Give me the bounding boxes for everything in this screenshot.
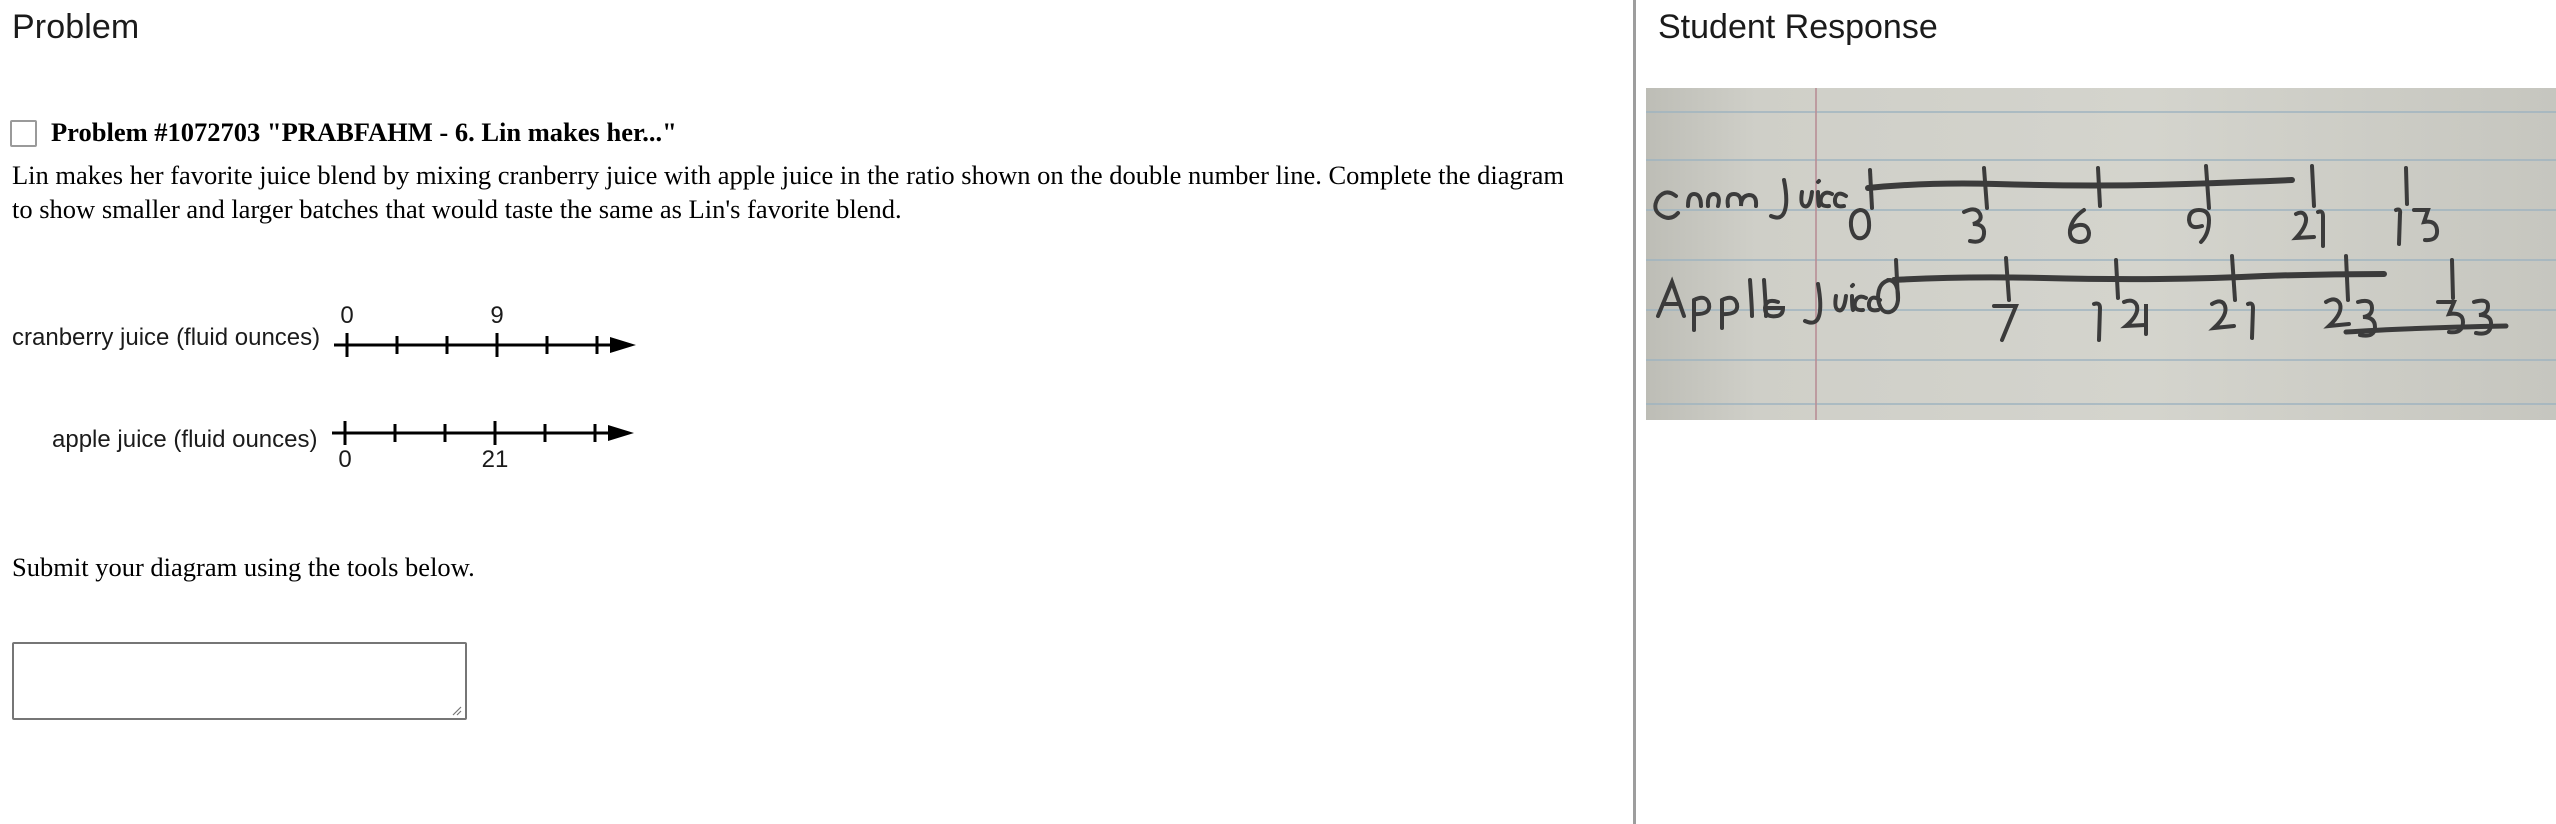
- student-response-title: Student Response: [1658, 8, 1938, 46]
- number-line-label-cranberry: cranberry juice (fluid ounces): [12, 324, 321, 351]
- svg-text:21: 21: [481, 446, 508, 473]
- problem-statement: Lin makes her favorite juice blend by mixing cranberry juice with apple juice in the ratio shown on the double number line. Complete the diagram to show smaller and larger batches that would taste the same as Lin's favorite blend.: [12, 160, 1564, 225]
- number-line-cranberry: [12, 303, 800, 373]
- answer-textarea[interactable]: [14, 644, 465, 718]
- problem-header: [10, 118, 677, 147]
- student-response-image[interactable]: [1646, 88, 2556, 420]
- page-title: Problem: [12, 8, 140, 46]
- handwritten-work-graphic: [1646, 88, 2556, 420]
- double-number-line-diagram: [0, 275, 960, 505]
- number-line-svg-apple: [318, 405, 798, 475]
- student-response-panel: [1636, 0, 2556, 824]
- number-line-svg-cranberry: [320, 303, 800, 373]
- number-line-apple: [52, 405, 798, 475]
- answer-textarea-wrapper[interactable]: [12, 642, 467, 720]
- svg-text:0: 0: [340, 303, 354, 329]
- svg-text:0: 0: [337, 446, 352, 473]
- problem-select-checkbox[interactable]: [10, 120, 37, 147]
- problem-id-label: Problem #1072703 "PRABFAHM - 6. Lin makes her...": [51, 117, 677, 147]
- submit-instruction: Submit your diagram using the tools below.: [12, 552, 475, 582]
- resize-handle-icon[interactable]: [450, 704, 462, 716]
- svg-text:9: 9: [490, 303, 504, 329]
- number-line-label-apple: apple juice (fluid ounces): [52, 426, 318, 453]
